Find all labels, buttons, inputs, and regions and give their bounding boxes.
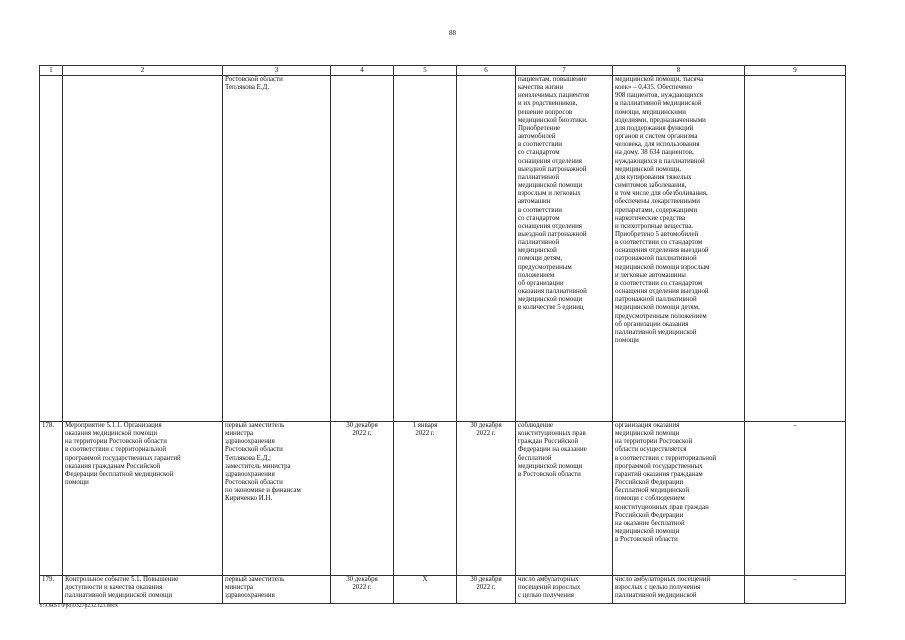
column-header: 9 — [745, 66, 846, 76]
end-date: 30 декабря 2022 г. — [457, 576, 516, 604]
actual-result: организация оказания медицинской помощи на территории Ростовской области осуществляется в соответствии с территориальной программой государственных гарантий оказания гражданам Российской Федерации бесплатной медицинской помощи с соблюдением конституционных прав граждан Российской Федерации на оказание бесплатной медицинской помощи в Ростовской области — [613, 422, 745, 576]
row-number — [40, 76, 63, 422]
responsible-person: первый заместитель министра здравоохранения Ростовской области Теплякова Е.Д.; заместитель министра здравоохранения Ростовской области по экономике и финансам Кириченко И.Н. — [223, 422, 331, 576]
column-header: 8 — [613, 66, 745, 76]
note — [745, 76, 846, 422]
start-date: 1 января 2022 г. — [394, 422, 457, 576]
column-header: 3 — [223, 66, 331, 76]
expected-result: соблюдение конституционных прав граждан Российской Федерации на оказание бесплатной медицинской помощи в Ростовской области — [516, 422, 613, 576]
start-date: X — [394, 576, 457, 604]
column-header: 1 — [40, 66, 63, 76]
responsible-person: первый заместитель министра здравоохранения — [223, 576, 331, 604]
actual-result: число амбулаторных посещений взрослых с целью получения паллиативной медицинской — [613, 576, 745, 604]
planned-date — [331, 76, 394, 422]
expected-result: пациентам, повышение качества жизни неизлечимых пациентов и их родственников, решение вопросов медицинской биоэтики. Приобретение автомобилей в соответствии со стандартом оснащения отделения выездной патронажной паллиативной медицинской помощи взрослым и легковых автомашин в соответствии со стандартом оснащения отделения выездной патронажной паллиативной медицинской помощи детям, предусмотренным положением об организации оказания паллиативной медицинской помощи в количестве 5 единиц — [516, 76, 613, 422]
column-header: 2 — [63, 66, 223, 76]
row-number: 178. — [40, 422, 63, 576]
table-row — [40, 76, 846, 422]
column-header: 7 — [516, 66, 613, 76]
column-header: 4 — [331, 66, 394, 76]
end-date: 30 декабря 2022 г. — [457, 422, 516, 576]
column-header: 5 — [394, 66, 457, 76]
note: – — [745, 422, 846, 576]
column-header: 6 — [457, 66, 516, 76]
table-row — [40, 576, 846, 604]
page-number: 88 — [449, 29, 456, 37]
planned-date: 30 декабря 2022 г. — [331, 576, 394, 604]
event-name: Контрольное событие 5.1. Повышение доступности и качества оказания паллиативной медицинской помощи — [63, 576, 223, 604]
row-number: 179. — [40, 576, 63, 604]
end-date — [457, 76, 516, 422]
expected-result: число амбулаторных посещений взрослых с целью получения — [516, 576, 613, 604]
planned-date: 30 декабря 2022 г. — [331, 422, 394, 576]
actual-result: медицинской помощи, тысяча коек» – 0,435. Обеспечено 908 пациентов, нуждающихся в паллиативной медицинской помощи, медицинскими изделиями, предназначенными для поддержания функций органов и систем организма человека, для использования на дому. 38 634 пациентов, нуждающихся в паллиативной медицинской помощи, для купирования тяжелых симптомов заболевания, в том числе для обезболивания, обеспечены лекарственными препаратами, содержащими наркотические средства и психотропные вещества. Приобретено 5 автомобилей в соответствии со стандартом оснащения отделения выездной патронажной паллиативной медицинской помощи взрослым и легковые автомашины в соответствии со стандартом оснащения отделения выездной патронажной паллиативной медицинской помощи детям, предусмотренным положением об организации оказания паллиативной медицинской помощи — [613, 76, 745, 422]
table-row — [40, 422, 846, 576]
file-path-footer: Y:\ORST\Ppo\0327p232.f23.docx — [39, 603, 119, 609]
column-header-row — [40, 66, 846, 76]
note: – — [745, 576, 846, 604]
start-date — [394, 76, 457, 422]
event-name — [63, 76, 223, 422]
responsible-person: Ростовской области Теплякова Е.Д. — [223, 76, 331, 422]
report-table — [39, 65, 846, 604]
event-name: Мероприятие 5.1.1. Организация оказания медицинской помощи на территории Ростовской области в соответствии с территориальной программой государственных гарантий оказания гражданам Российской Федерации бесплатной медицинской помощи — [63, 422, 223, 576]
